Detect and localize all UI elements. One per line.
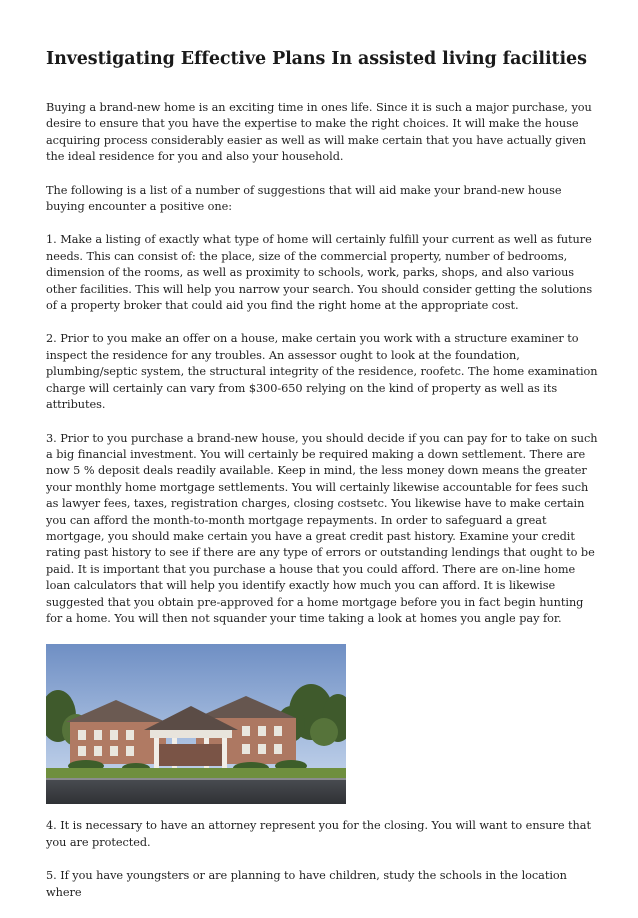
paragraph-tip-1: 1. Make a listing of exactly what type of home will certainly fulfill your current as well as future needs. This can consist of: the place, size of the commercial property, number of bedrooms, dimension of the rooms, as well as proximity to schools, work, parks, shops, and also various other facilities. This will help you narrow your search. You should consider getting the solutions of a property broker that could aid you find the right home at the appropriate cost. [46, 233, 593, 313]
paragraph-tip-5: 5. If you have youngsters or are planning to have children, study the schools in the location where [46, 869, 567, 899]
assisted-living-building-photo [46, 644, 346, 804]
paragraph-list-intro: The following is a list of a number of suggestions that will aid make your brand-new house buying encounter a positive one: [46, 183, 562, 214]
paragraph-tip-2: 2. Prior to you make an offer on a house, make certain you work with a structure examiner to inspect the residence for any troubles. An assessor ought to look at the foundation, plumbing/septic system, the structural integrity of the residence, roofetc. The home examination charge will certainly can vary from $300-650 relying on the kind of property as well as its attributes. [46, 332, 598, 412]
paragraph-tip-4: 4. It is necessary to have an attorney represent you for the closing. You will want to ensure that you are protected. [46, 819, 591, 849]
paragraph-intro: Buying a brand-new home is an exciting time in ones life. Since it is such a major purchase, you desire to ensure that you have the expertise to make the right choices. It will make the house acquiring process considerably easier as well as will make certain that you have actually given the ideal residence for you and also your household. [46, 101, 592, 164]
document-page [46, 48, 598, 918]
paragraph-tip-3: 3. Prior to you purchase a brand-new house, you should decide if you can pay for to take on such a big financial investment. You will certainly be required making a down settlement. There are now 5 % deposit deals readily available. Keep in mind, the less money down means the greater your monthly home mortgage settlements. You will certainly likewise accountable for fees such as lawyer fees, taxes, registration charges, closing costsetc. You likewise have to make certain you can afford the month-to-month mortgage repayments. In order to safeguard a great mortgage, you should make certain you have a great credit past history. Examine your credit rating past history to see if there are any type of errors or outstanding lendings that ought to be paid. It is important that you purchase a house that you could afford. There are on-line home loan calculators that will help you identify exactly how much you can afford. It is likewise suggested that you obtain pre-approved for a home mortgage before you in fact begin hunting for a home. You will then not squander your time taking a look at homes you angle pay for. [46, 431, 598, 625]
page-title: Investigating Effective Plans In assisted living facilities [46, 49, 587, 69]
